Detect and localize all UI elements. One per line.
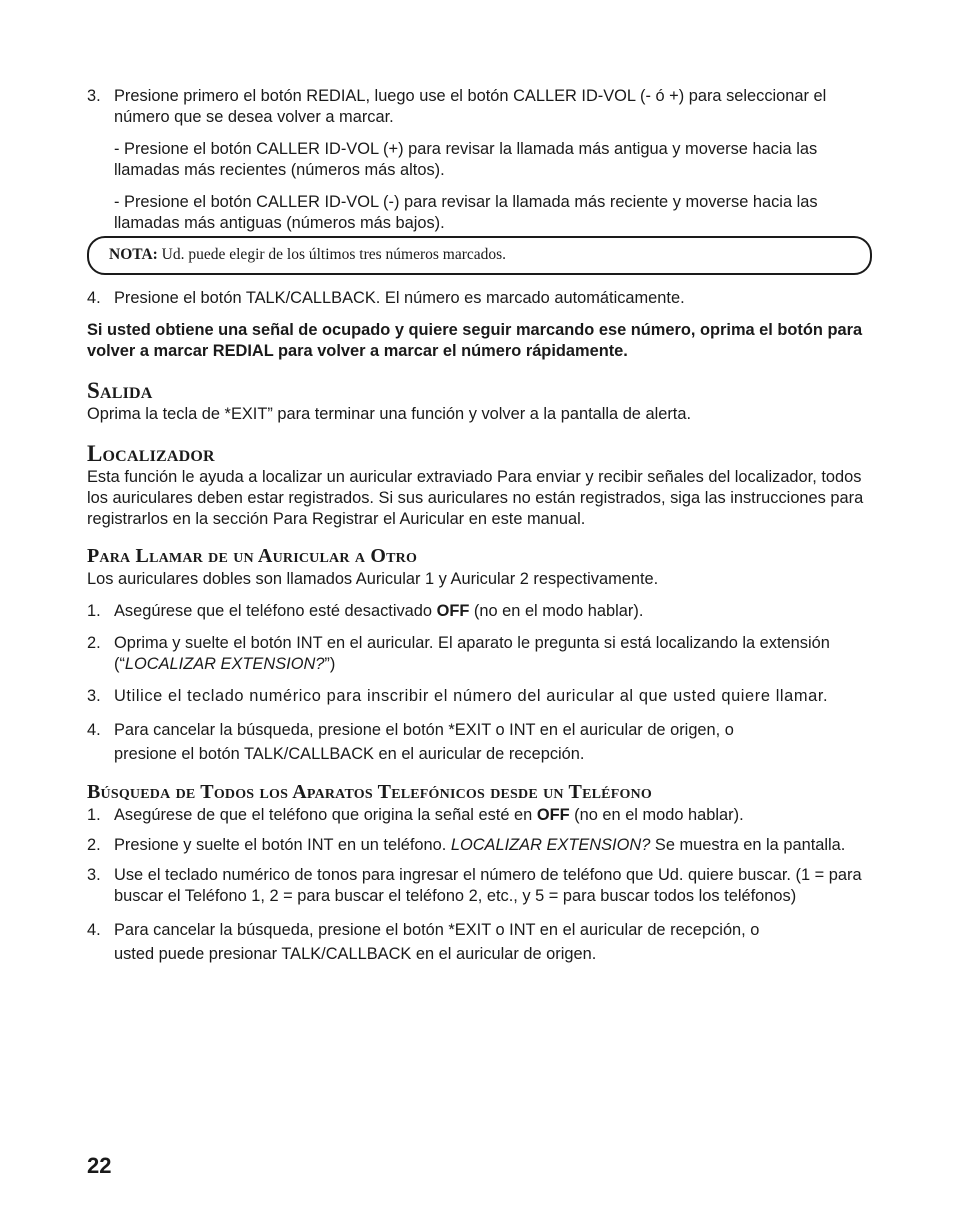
- list-item: [87, 718, 869, 766]
- step-text-pre: Asegúrese que el teléfono esté desactivado: [114, 602, 437, 620]
- step-text-post: ”): [324, 655, 336, 673]
- step-text: Presione el botón TALK/CALLBACK. El número es marcado automáticamente.: [114, 289, 685, 307]
- para-llamar-heading: Para Llamar de un Auricular a Otro: [87, 545, 418, 567]
- step-line-1: Para cancelar la búsqueda, presione el botón *EXIT o INT en el auricular de recepción, o: [114, 921, 760, 939]
- step-number: 1.: [87, 806, 101, 824]
- step-line-2: presione el botón TALK/CALLBACK en el auricular de recepción.: [114, 745, 585, 763]
- page-content: [87, 86, 869, 977]
- localizador-heading: Localizador: [87, 441, 215, 466]
- step-text-post: (no en el modo hablar).: [569, 806, 744, 824]
- list-item: [87, 633, 869, 675]
- list-item: [87, 805, 869, 826]
- list-item: [87, 686, 869, 707]
- step-number: 4.: [87, 721, 101, 739]
- step-text-post: Se muestra en la pantalla.: [650, 836, 846, 854]
- step-number: 1.: [87, 602, 101, 620]
- busy-tip: Si usted obtiene una señal de ocupado y quiere seguir marcando ese número, oprima el botón para volver a marcar REDIAL para volver a marcar el número rápidamente.: [87, 321, 863, 360]
- note-label: NOTA:: [109, 246, 158, 263]
- salida-heading: Salida: [87, 378, 153, 403]
- step-line-1: Para cancelar la búsqueda, presione el botón *EXIT o INT en el auricular de origen, o: [114, 721, 734, 739]
- redial-step-3: [87, 86, 869, 128]
- busqueda-heading: Búsqueda de Todos los Aparatos Telefónicos desde un Teléfono: [87, 781, 652, 803]
- off-keyword: OFF: [536, 806, 570, 824]
- list-item: [87, 918, 869, 966]
- list-item: [87, 601, 869, 622]
- redial-step-4: [87, 288, 869, 309]
- salida-text: Oprima la tecla de *EXIT” para terminar una función y volver a la pantalla de alerta.: [87, 405, 692, 423]
- step-number: 2.: [87, 634, 101, 652]
- off-keyword: OFF: [436, 602, 470, 620]
- list-item: [87, 865, 869, 907]
- step-line-2: usted puede presionar TALK/CALLBACK en el auricular de origen.: [114, 945, 597, 963]
- step-text-pre: Asegúrese de que el teléfono que origina la señal esté en: [114, 806, 537, 824]
- step-number: 2.: [87, 836, 101, 854]
- para-llamar-intro: Los auriculares dobles son llamados Auricular 1 y Auricular 2 respectivamente.: [87, 570, 659, 588]
- step-number: 3.: [87, 866, 101, 884]
- note-box: [87, 236, 872, 275]
- step-number: 3.: [87, 87, 101, 105]
- redial-sub-minus: - Presione el botón CALLER ID-VOL (-) para revisar la llamada más reciente y moverse hacia las llamadas más antiguas (números más bajos).: [114, 193, 818, 232]
- redial-sub-plus: - Presione el botón CALLER ID-VOL (+) para revisar la llamada más antigua y moverse hacia las llamadas más recientes (números más altos).: [114, 140, 818, 179]
- step-text-pre: Oprima y suelte el botón INT en el auricular. El aparato le pregunta si está localizando la extensión (“: [114, 634, 830, 673]
- step-text-pre: Presione y suelte el botón INT en un teléfono.: [114, 836, 451, 854]
- list-item: [87, 835, 869, 856]
- step-text: Use el teclado numérico de tonos para ingresar el número de teléfono que Ud. quiere buscar. (1 = para buscar el Teléfono 1, 2 = para buscar el teléfono 2, etc., y 5 = para buscar todos los teléfonos): [114, 866, 862, 905]
- step-number: 4.: [87, 289, 101, 307]
- step-number: 3.: [87, 687, 101, 705]
- page-number: 22: [87, 1153, 112, 1178]
- display-message: LOCALIZAR EXTENSION?: [450, 836, 651, 854]
- step-text: Presione primero el botón REDIAL, luego use el botón CALLER ID-VOL (- ó +) para seleccionar el número que se desea volver a marcar.: [114, 87, 827, 126]
- localizador-text: Esta función le ayuda a localizar un auricular extraviado Para enviar y recibir señales del localizador, todos los auriculares deben estar registrados. Si sus auriculares no están registrados, siga las instrucciones para registrarlos en la sección Para Registrar el Auricular en este manual.: [87, 468, 864, 528]
- step-text: Utilice el teclado numérico para inscribir el número del auricular al que usted quiere llamar.: [114, 687, 829, 705]
- step-number: 4.: [87, 921, 101, 939]
- step-text-post: (no en el modo hablar).: [469, 602, 644, 620]
- note-text: Ud. puede elegir de los últimos tres números marcados.: [161, 246, 507, 263]
- display-message: LOCALIZAR EXTENSION?: [124, 655, 325, 673]
